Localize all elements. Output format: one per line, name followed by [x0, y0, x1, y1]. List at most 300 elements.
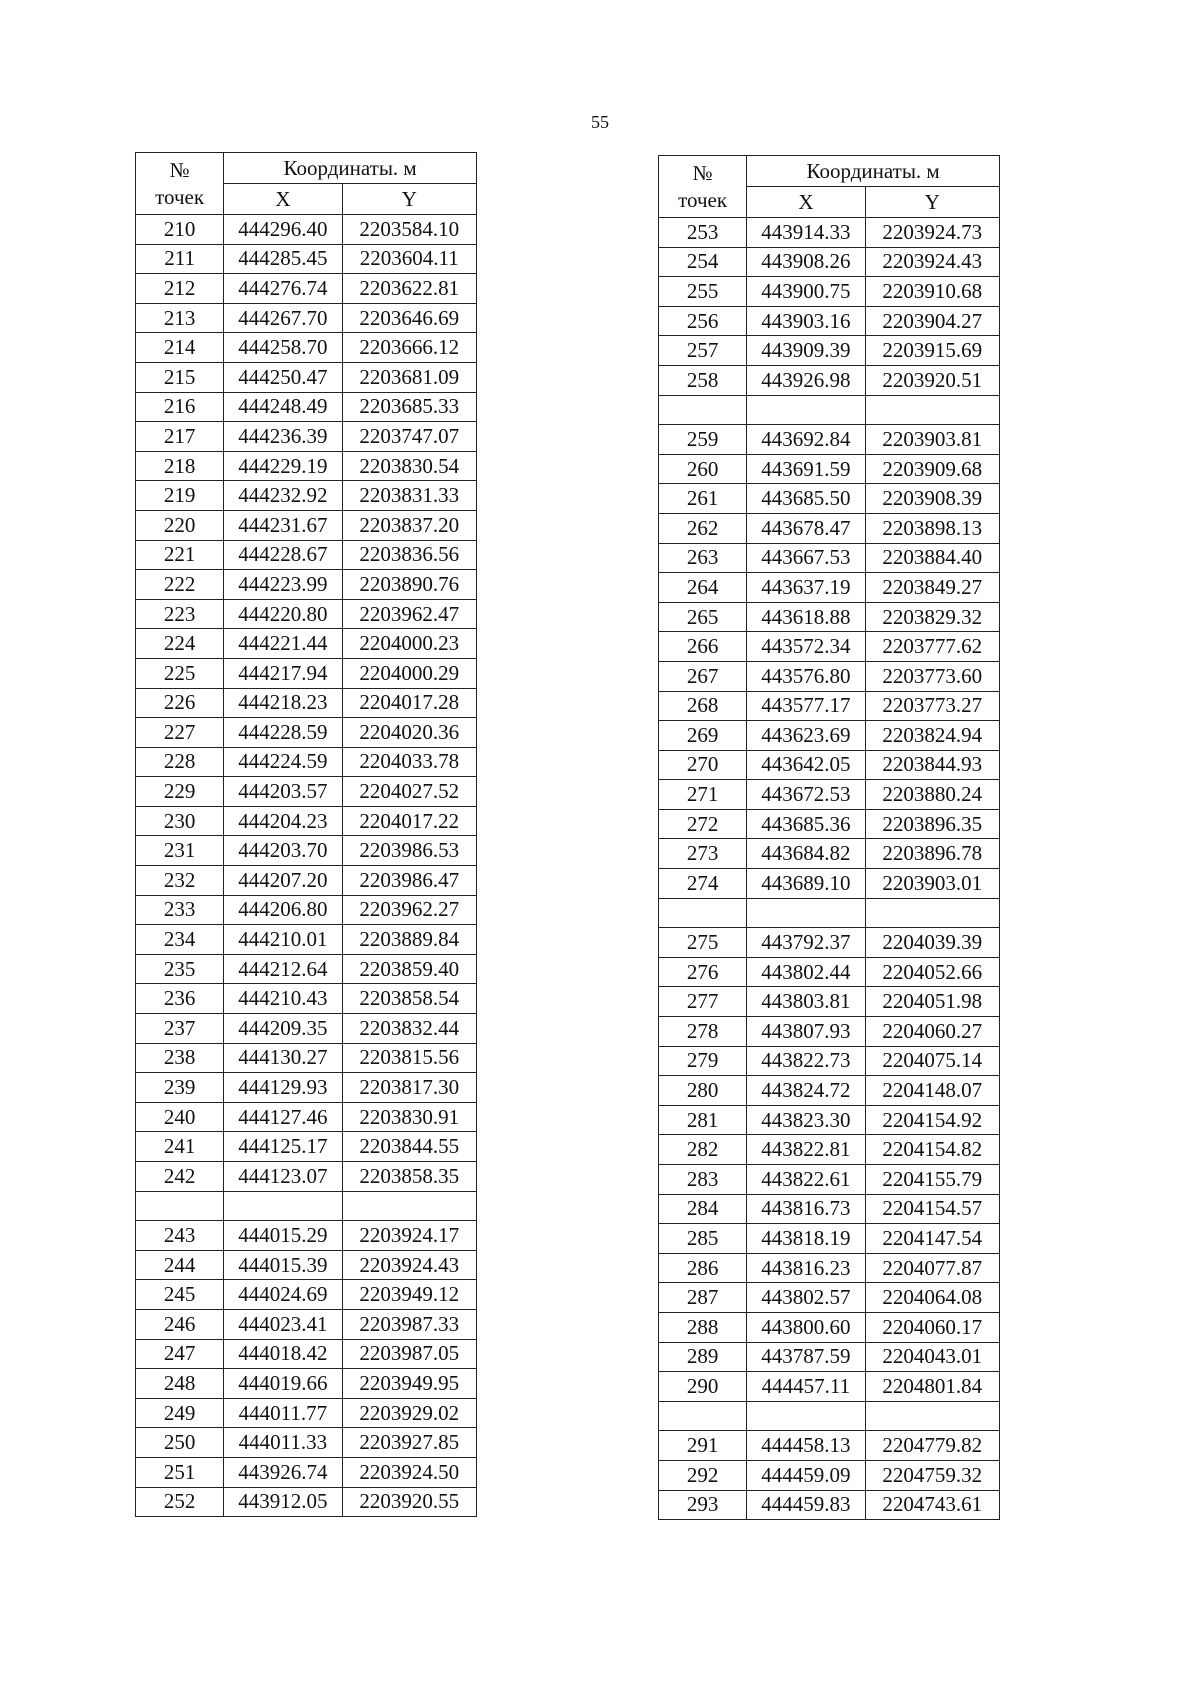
point-number-cell: 263 — [659, 543, 747, 573]
x-coordinate-cell: 444203.70 — [224, 836, 342, 866]
table-row — [136, 1073, 477, 1103]
y-coordinate-cell — [865, 1401, 999, 1431]
table-row — [136, 1487, 477, 1517]
point-number-cell: 227 — [136, 718, 224, 748]
table-row — [659, 1105, 1000, 1135]
y-coordinate-cell: 2203908.39 — [865, 484, 999, 514]
y-coordinate-cell: 2203987.33 — [342, 1309, 476, 1339]
x-coordinate-cell: 443822.73 — [747, 1046, 865, 1076]
table-row — [659, 513, 1000, 543]
x-coordinate-cell: 444285.45 — [224, 244, 342, 274]
table-row — [659, 1312, 1000, 1342]
table-row — [136, 303, 477, 333]
y-coordinate-cell: 2203903.81 — [865, 425, 999, 455]
y-coordinate-cell: 2204759.32 — [865, 1460, 999, 1490]
x-coordinate-cell: 443818.19 — [747, 1224, 865, 1254]
x-coordinate-cell: 443926.74 — [224, 1457, 342, 1487]
point-number-cell: 287 — [659, 1283, 747, 1313]
point-number-cell: 251 — [136, 1457, 224, 1487]
table-row — [659, 336, 1000, 366]
x-coordinate-cell: 443816.73 — [747, 1194, 865, 1224]
table-row — [659, 1076, 1000, 1106]
table-row — [136, 451, 477, 481]
table-row — [659, 247, 1000, 277]
y-coordinate-cell: 2203915.69 — [865, 336, 999, 366]
page-number: 55 — [591, 112, 609, 132]
x-coordinate-cell: 443807.93 — [747, 1017, 865, 1047]
y-coordinate-cell: 2204039.39 — [865, 928, 999, 958]
x-coordinate-cell: 444210.01 — [224, 925, 342, 955]
x-coordinate-cell: 444236.39 — [224, 422, 342, 452]
y-coordinate-cell: 2203844.55 — [342, 1132, 476, 1162]
point-number-cell: 292 — [659, 1460, 747, 1490]
table-row — [659, 573, 1000, 603]
table-row — [136, 540, 477, 570]
y-coordinate-cell: 2204077.87 — [865, 1253, 999, 1283]
point-number-cell: 240 — [136, 1102, 224, 1132]
y-coordinate-cell: 2203962.27 — [342, 895, 476, 925]
table-row — [136, 1280, 477, 1310]
x-coordinate-cell: 443908.26 — [747, 247, 865, 277]
x-coordinate-cell: 443802.57 — [747, 1283, 865, 1313]
table-row — [659, 1342, 1000, 1372]
y-coordinate-cell — [342, 1191, 476, 1221]
table-row — [136, 984, 477, 1014]
y-coordinate-cell: 2203949.95 — [342, 1369, 476, 1399]
x-coordinate-cell: 444229.19 — [224, 451, 342, 481]
x-coordinate-cell: 443787.59 — [747, 1342, 865, 1372]
y-coordinate-cell: 2203681.09 — [342, 362, 476, 392]
x-coordinate-cell: 444218.23 — [224, 688, 342, 718]
table-row — [659, 425, 1000, 455]
y-coordinate-cell: 2204148.07 — [865, 1076, 999, 1106]
point-number-cell: 272 — [659, 809, 747, 839]
x-coordinate-cell: 444127.46 — [224, 1102, 342, 1132]
y-coordinate-cell: 2203837.20 — [342, 510, 476, 540]
table-row — [136, 1221, 477, 1251]
point-number-cell: 225 — [136, 658, 224, 688]
y-coordinate-cell: 2204051.98 — [865, 987, 999, 1017]
point-number-cell: 288 — [659, 1312, 747, 1342]
x-coordinate-cell: 443912.05 — [224, 1487, 342, 1517]
y-coordinate-cell: 2204779.82 — [865, 1431, 999, 1461]
table-separator-row — [659, 898, 1000, 928]
y-coordinate-cell: 2203924.17 — [342, 1221, 476, 1251]
table-row — [136, 895, 477, 925]
y-coordinate-cell: 2203777.62 — [865, 632, 999, 662]
y-coordinate-cell: 2204075.14 — [865, 1046, 999, 1076]
point-number-cell: 259 — [659, 425, 747, 455]
x-coordinate-cell: 444019.66 — [224, 1369, 342, 1399]
table-row — [136, 1043, 477, 1073]
x-coordinate-cell: 443792.37 — [747, 928, 865, 958]
table-row — [659, 1283, 1000, 1313]
x-coordinate-cell: 444296.40 — [224, 215, 342, 245]
table-row — [136, 925, 477, 955]
point-number-symbol: № — [692, 161, 713, 186]
point-number-cell: 275 — [659, 928, 747, 958]
table-row — [659, 1490, 1000, 1520]
point-number-cell: 283 — [659, 1165, 747, 1195]
table-row — [136, 244, 477, 274]
point-number-cell — [136, 1191, 224, 1221]
x-coordinate-cell: 444459.09 — [747, 1460, 865, 1490]
point-number-cell: 243 — [136, 1221, 224, 1251]
table-row — [136, 1102, 477, 1132]
y-coordinate-cell: 2203896.35 — [865, 809, 999, 839]
x-coordinate-cell: 444011.77 — [224, 1398, 342, 1428]
y-coordinate-cell: 2204154.57 — [865, 1194, 999, 1224]
table-row — [659, 691, 1000, 721]
point-number-cell: 271 — [659, 780, 747, 810]
y-coordinate-cell: 2203910.68 — [865, 277, 999, 307]
table-row — [659, 1224, 1000, 1254]
y-coordinate-cell: 2204033.78 — [342, 747, 476, 777]
point-number-cell: 257 — [659, 336, 747, 366]
y-coordinate-cell: 2204154.92 — [865, 1105, 999, 1135]
point-number-cell: 228 — [136, 747, 224, 777]
point-number-cell: 291 — [659, 1431, 747, 1461]
table-row — [136, 777, 477, 807]
point-number-cell: 236 — [136, 984, 224, 1014]
y-coordinate-cell: 2203849.27 — [865, 573, 999, 603]
table-row — [136, 1339, 477, 1369]
y-column-header: Y — [865, 187, 999, 218]
point-number-cell: 269 — [659, 721, 747, 751]
point-number-cell: 246 — [136, 1309, 224, 1339]
y-coordinate-cell: 2203924.50 — [342, 1457, 476, 1487]
y-coordinate-cell: 2203929.02 — [342, 1398, 476, 1428]
y-coordinate-cell: 2204060.27 — [865, 1017, 999, 1047]
y-coordinate-cell: 2203924.43 — [342, 1250, 476, 1280]
point-number-cell: 254 — [659, 247, 747, 277]
point-number-cell: 266 — [659, 632, 747, 662]
table-row — [659, 839, 1000, 869]
point-number-label: точек — [678, 187, 728, 212]
y-coordinate-cell: 2203986.53 — [342, 836, 476, 866]
table-row — [136, 481, 477, 511]
point-number-cell: 256 — [659, 306, 747, 336]
table-row — [136, 658, 477, 688]
table-row — [136, 215, 477, 245]
x-coordinate-cell: 443802.44 — [747, 957, 865, 987]
table-row — [659, 454, 1000, 484]
x-coordinate-cell: 444223.99 — [224, 570, 342, 600]
point-number-cell: 222 — [136, 570, 224, 600]
table-row — [659, 602, 1000, 632]
y-coordinate-cell: 2203817.30 — [342, 1073, 476, 1103]
x-coordinate-cell: 443914.33 — [747, 218, 865, 248]
point-number-cell: 216 — [136, 392, 224, 422]
table-row — [659, 1046, 1000, 1076]
table-row — [659, 365, 1000, 395]
table-row — [659, 1431, 1000, 1461]
point-number-cell: 233 — [136, 895, 224, 925]
y-coordinate-cell: 2203824.94 — [865, 721, 999, 751]
y-coordinate-cell — [865, 898, 999, 928]
x-coordinate-cell: 444023.41 — [224, 1309, 342, 1339]
x-coordinate-cell: 443689.10 — [747, 869, 865, 899]
y-coordinate-cell: 2204020.36 — [342, 718, 476, 748]
point-number-cell: 218 — [136, 451, 224, 481]
point-number-cell: 215 — [136, 362, 224, 392]
y-coordinate-cell: 2203646.69 — [342, 303, 476, 333]
table-row — [659, 306, 1000, 336]
point-number-cell: 232 — [136, 866, 224, 896]
x-coordinate-cell: 444458.13 — [747, 1431, 865, 1461]
x-coordinate-cell: 444267.70 — [224, 303, 342, 333]
x-coordinate-cell — [747, 1401, 865, 1431]
table-row — [136, 362, 477, 392]
x-coordinate-cell: 443909.39 — [747, 336, 865, 366]
x-coordinate-cell: 444204.23 — [224, 806, 342, 836]
table-row — [136, 1132, 477, 1162]
x-coordinate-cell: 443572.34 — [747, 632, 865, 662]
table-row — [659, 484, 1000, 514]
x-coordinate-cell — [747, 395, 865, 425]
y-coordinate-cell: 2204017.22 — [342, 806, 476, 836]
table-row — [659, 869, 1000, 899]
point-number-cell: 289 — [659, 1342, 747, 1372]
table-row — [659, 543, 1000, 573]
point-number-header — [136, 153, 224, 215]
x-coordinate-cell: 444228.67 — [224, 540, 342, 570]
x-coordinate-cell: 443823.30 — [747, 1105, 865, 1135]
y-coordinate-cell: 2203836.56 — [342, 540, 476, 570]
point-number-cell: 268 — [659, 691, 747, 721]
y-coordinate-cell — [865, 395, 999, 425]
table-row — [136, 806, 477, 836]
table-row — [136, 1014, 477, 1044]
table-row — [136, 570, 477, 600]
x-coordinate-cell: 443900.75 — [747, 277, 865, 307]
table-row — [659, 1165, 1000, 1195]
point-number-cell: 264 — [659, 573, 747, 603]
x-coordinate-cell: 444210.43 — [224, 984, 342, 1014]
table-row — [659, 750, 1000, 780]
point-number-cell: 284 — [659, 1194, 747, 1224]
table-row — [136, 1428, 477, 1458]
y-coordinate-cell: 2203829.32 — [865, 602, 999, 632]
table-row — [136, 1369, 477, 1399]
y-coordinate-cell: 2203747.07 — [342, 422, 476, 452]
x-coordinate-cell: 443822.61 — [747, 1165, 865, 1195]
x-coordinate-cell: 444018.42 — [224, 1339, 342, 1369]
point-number-cell — [659, 898, 747, 928]
coordinates-table-left — [135, 152, 477, 1517]
x-coordinate-cell — [747, 898, 865, 928]
point-number-cell: 230 — [136, 806, 224, 836]
x-coordinate-cell: 444123.07 — [224, 1162, 342, 1192]
point-number-header — [659, 156, 747, 218]
y-coordinate-cell: 2204743.61 — [865, 1490, 999, 1520]
y-coordinate-cell: 2204043.01 — [865, 1342, 999, 1372]
x-coordinate-cell: 443678.47 — [747, 513, 865, 543]
y-coordinate-cell: 2204000.23 — [342, 629, 476, 659]
table-row — [136, 274, 477, 304]
y-coordinate-cell: 2203831.33 — [342, 481, 476, 511]
point-number-cell: 220 — [136, 510, 224, 540]
point-number-cell: 253 — [659, 218, 747, 248]
table-row — [136, 688, 477, 718]
x-coordinate-cell: 444459.83 — [747, 1490, 865, 1520]
x-coordinate-cell: 444248.49 — [224, 392, 342, 422]
point-number-cell: 274 — [659, 869, 747, 899]
table-separator-row — [659, 1401, 1000, 1431]
point-number-cell: 280 — [659, 1076, 747, 1106]
point-number-cell: 211 — [136, 244, 224, 274]
table-separator-row — [659, 395, 1000, 425]
table-row — [659, 1460, 1000, 1490]
point-number-cell: 213 — [136, 303, 224, 333]
point-number-cell: 231 — [136, 836, 224, 866]
x-coordinate-cell: 443824.72 — [747, 1076, 865, 1106]
point-number-cell — [659, 395, 747, 425]
x-coordinate-cell: 443926.98 — [747, 365, 865, 395]
x-coordinate-cell: 444024.69 — [224, 1280, 342, 1310]
y-coordinate-cell: 2203858.54 — [342, 984, 476, 1014]
point-number-cell: 244 — [136, 1250, 224, 1280]
y-coordinate-cell: 2203844.93 — [865, 750, 999, 780]
y-coordinate-cell: 2203903.01 — [865, 869, 999, 899]
point-number-cell: 265 — [659, 602, 747, 632]
point-number-label: точек — [155, 184, 205, 209]
x-coordinate-cell: 443623.69 — [747, 721, 865, 751]
table-row — [659, 632, 1000, 662]
y-coordinate-cell: 2203896.78 — [865, 839, 999, 869]
y-coordinate-cell: 2203884.40 — [865, 543, 999, 573]
point-number-cell: 293 — [659, 1490, 747, 1520]
x-coordinate-cell — [224, 1191, 342, 1221]
point-number-cell: 245 — [136, 1280, 224, 1310]
coordinates-header: Координаты. м — [224, 153, 477, 184]
point-number-cell: 285 — [659, 1224, 747, 1254]
table-row — [659, 218, 1000, 248]
y-coordinate-cell: 2203773.27 — [865, 691, 999, 721]
point-number-cell: 260 — [659, 454, 747, 484]
x-coordinate-cell: 443691.59 — [747, 454, 865, 484]
y-coordinate-cell: 2203604.11 — [342, 244, 476, 274]
table-row — [136, 333, 477, 363]
point-number-cell: 258 — [659, 365, 747, 395]
y-coordinate-cell: 2203904.27 — [865, 306, 999, 336]
table-row — [136, 1398, 477, 1428]
point-number-cell: 212 — [136, 274, 224, 304]
y-coordinate-cell: 2203924.73 — [865, 218, 999, 248]
point-number-cell: 217 — [136, 422, 224, 452]
x-coordinate-cell: 444228.59 — [224, 718, 342, 748]
x-coordinate-cell: 444231.67 — [224, 510, 342, 540]
y-coordinate-cell: 2203920.51 — [865, 365, 999, 395]
x-coordinate-cell: 444250.47 — [224, 362, 342, 392]
table-row — [136, 392, 477, 422]
point-number-cell: 273 — [659, 839, 747, 869]
x-coordinate-cell: 443637.19 — [747, 573, 865, 603]
x-coordinate-cell: 443816.23 — [747, 1253, 865, 1283]
y-coordinate-cell: 2203832.44 — [342, 1014, 476, 1044]
table-row — [659, 780, 1000, 810]
table-row — [659, 1372, 1000, 1402]
y-coordinate-cell: 2203815.56 — [342, 1043, 476, 1073]
y-column-header: Y — [342, 184, 476, 215]
table-row — [659, 928, 1000, 958]
table-row — [136, 629, 477, 659]
table-row — [659, 1135, 1000, 1165]
table-row — [136, 422, 477, 452]
y-coordinate-cell: 2203898.13 — [865, 513, 999, 543]
y-coordinate-cell: 2204801.84 — [865, 1372, 999, 1402]
point-number-cell: 239 — [136, 1073, 224, 1103]
point-number-cell: 255 — [659, 277, 747, 307]
point-number-cell: 282 — [659, 1135, 747, 1165]
point-number-symbol: № — [169, 158, 190, 183]
x-coordinate-cell: 444220.80 — [224, 599, 342, 629]
point-number-cell: 219 — [136, 481, 224, 511]
y-coordinate-cell: 2204154.82 — [865, 1135, 999, 1165]
y-coordinate-cell: 2203773.60 — [865, 661, 999, 691]
point-number-cell: 226 — [136, 688, 224, 718]
x-coordinate-cell: 443903.16 — [747, 306, 865, 336]
point-number-cell: 286 — [659, 1253, 747, 1283]
y-coordinate-cell: 2204147.54 — [865, 1224, 999, 1254]
y-coordinate-cell: 2204064.08 — [865, 1283, 999, 1313]
y-coordinate-cell: 2204017.28 — [342, 688, 476, 718]
table-row — [659, 661, 1000, 691]
x-coordinate-cell: 443576.80 — [747, 661, 865, 691]
point-number-cell: 261 — [659, 484, 747, 514]
x-column-header: X — [747, 187, 865, 218]
point-number-cell: 210 — [136, 215, 224, 245]
point-number-cell: 290 — [659, 1372, 747, 1402]
y-coordinate-cell: 2203927.85 — [342, 1428, 476, 1458]
x-coordinate-cell: 443667.53 — [747, 543, 865, 573]
x-coordinate-cell: 443618.88 — [747, 602, 865, 632]
point-number-cell: 229 — [136, 777, 224, 807]
y-coordinate-cell: 2204155.79 — [865, 1165, 999, 1195]
y-coordinate-cell: 2203987.05 — [342, 1339, 476, 1369]
point-number-cell: 214 — [136, 333, 224, 363]
x-coordinate-cell: 443684.82 — [747, 839, 865, 869]
x-coordinate-cell: 444224.59 — [224, 747, 342, 777]
table-row — [659, 987, 1000, 1017]
x-coordinate-cell: 444258.70 — [224, 333, 342, 363]
y-coordinate-cell: 2203889.84 — [342, 925, 476, 955]
x-coordinate-cell: 444011.33 — [224, 1428, 342, 1458]
table-row — [136, 1457, 477, 1487]
point-number-cell: 279 — [659, 1046, 747, 1076]
point-number-cell: 242 — [136, 1162, 224, 1192]
point-number-cell: 270 — [659, 750, 747, 780]
point-number-cell: 250 — [136, 1428, 224, 1458]
x-coordinate-cell: 444221.44 — [224, 629, 342, 659]
point-number-cell: 276 — [659, 957, 747, 987]
table-body-left — [136, 215, 477, 1517]
table-row — [136, 954, 477, 984]
y-coordinate-cell: 2203962.47 — [342, 599, 476, 629]
table-row — [136, 510, 477, 540]
point-number-cell: 235 — [136, 954, 224, 984]
table-row — [659, 957, 1000, 987]
coordinates-header: Координаты. м — [747, 156, 1000, 187]
table-row — [659, 809, 1000, 839]
y-coordinate-cell: 2204027.52 — [342, 777, 476, 807]
x-coordinate-cell: 444212.64 — [224, 954, 342, 984]
table-row — [659, 1194, 1000, 1224]
y-coordinate-cell: 2203830.54 — [342, 451, 476, 481]
y-coordinate-cell: 2203859.40 — [342, 954, 476, 984]
y-coordinate-cell: 2203949.12 — [342, 1280, 476, 1310]
x-coordinate-cell: 444217.94 — [224, 658, 342, 688]
